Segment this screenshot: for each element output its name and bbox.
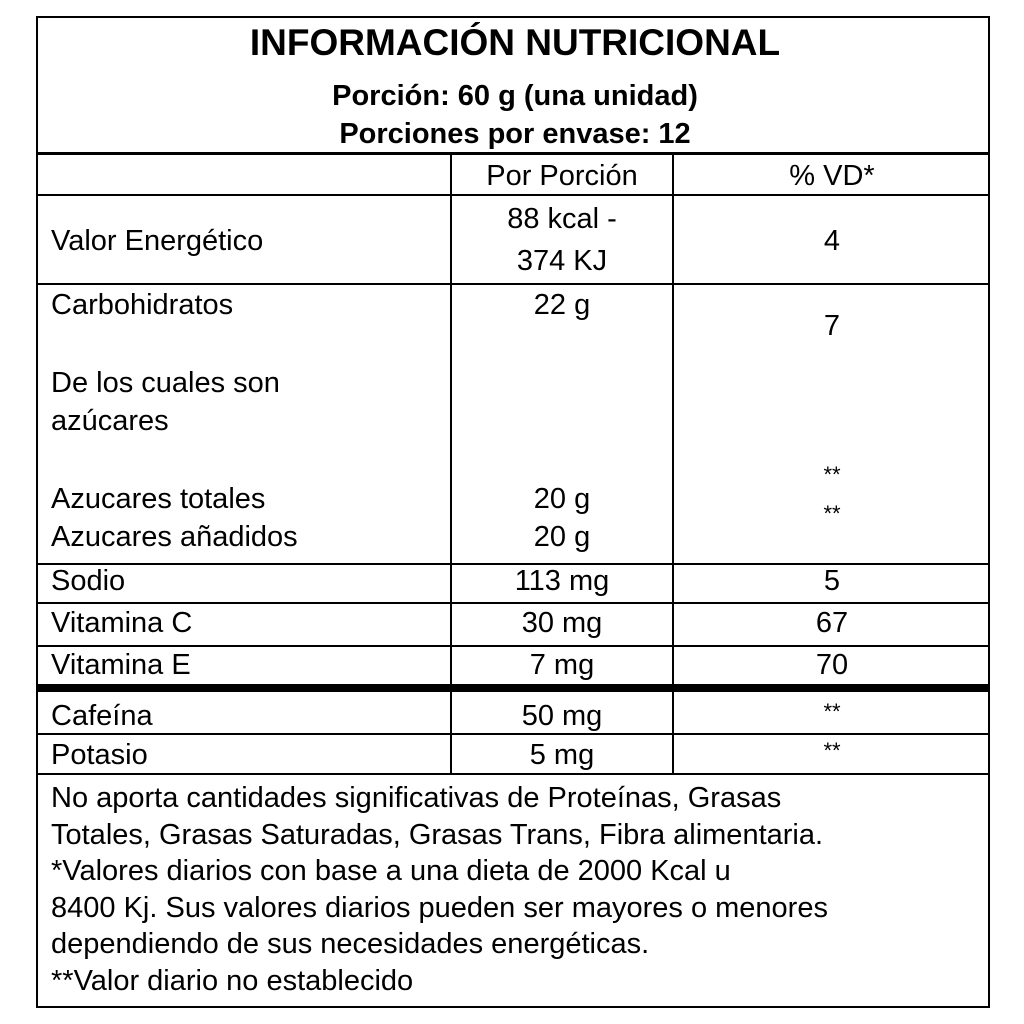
carbs-dv: 7: [823, 310, 841, 342]
vitamin-e-value: 7 mg: [529, 649, 595, 681]
label-title: INFORMACIÓN NUTRICIONAL: [249, 22, 781, 63]
row-divider: [38, 563, 988, 565]
footer-divider: [38, 773, 988, 775]
header-divider: [38, 152, 988, 155]
total-sugars-value: 20 g: [533, 483, 591, 515]
added-sugars-dv: **: [823, 501, 841, 526]
column-header-dv: % VD*: [789, 160, 875, 192]
footer-line: 8400 Kj. Sus valores diarios pueden ser mayores o menores: [51, 891, 828, 924]
sugars-header-line1: De los cuales son: [51, 367, 280, 399]
nutrition-facts-label: [36, 16, 990, 1008]
footer-line: *Valores diarios con base a una dieta de 2000 Kcal u: [51, 855, 731, 887]
energy-value-kcal: 88 kcal -: [507, 203, 617, 235]
sodium-dv: 5: [823, 565, 841, 597]
caffeine-label: Cafeína: [51, 700, 153, 732]
carbs-value: 22 g: [533, 289, 591, 321]
servings-per-container: Porciones por envase: 12: [339, 118, 691, 150]
sugars-header-line2: azúcares: [51, 405, 169, 437]
added-sugars-value: 20 g: [533, 521, 591, 553]
thick-divider: [38, 684, 988, 692]
caffeine-value: 50 mg: [521, 700, 603, 732]
carbs-label: Carbohidratos: [51, 289, 234, 321]
serving-size: Porción: 60 g (una unidad): [332, 80, 698, 112]
potassium-dv: **: [823, 738, 841, 763]
row-divider: [38, 602, 988, 604]
total-sugars-dv: **: [823, 462, 841, 487]
column-header-divider: [38, 194, 988, 196]
energy-value-kj: 374 KJ: [516, 245, 608, 277]
sodium-label: Sodio: [51, 565, 126, 597]
footer-notes: [51, 780, 828, 999]
footer-line: dependiendo de sus necesidades energéticas.: [51, 928, 650, 960]
potassium-label: Potasio: [51, 739, 148, 771]
potassium-value: 5 mg: [529, 739, 595, 771]
caffeine-dv: **: [823, 699, 841, 724]
vitamin-e-dv: 70: [815, 649, 849, 681]
added-sugars-label: Azucares añadidos: [51, 521, 298, 553]
vitamin-e-label: Vitamina E: [51, 649, 191, 681]
energy-dv: 4: [823, 225, 841, 257]
vitamin-c-label: Vitamina C: [51, 607, 193, 639]
sodium-value: 113 mg: [514, 565, 610, 597]
energy-label: Valor Energético: [51, 225, 264, 257]
total-sugars-label: Azucares totales: [51, 483, 266, 515]
row-divider: [38, 733, 988, 735]
row-divider: [38, 283, 988, 285]
row-divider: [38, 645, 988, 647]
footer-line: No aporta cantidades significativas de Proteínas, Grasas: [51, 782, 782, 814]
vitamin-c-value: 30 mg: [521, 607, 603, 639]
column-divider: [450, 152, 452, 774]
vitamin-c-dv: 67: [815, 607, 849, 639]
footer-line: **Valor diario no establecido: [51, 964, 414, 997]
column-header-per-serving: Por Porción: [486, 160, 638, 192]
footer-line: Totales, Grasas Saturadas, Grasas Trans, Fibra alimentaria.: [51, 818, 824, 851]
